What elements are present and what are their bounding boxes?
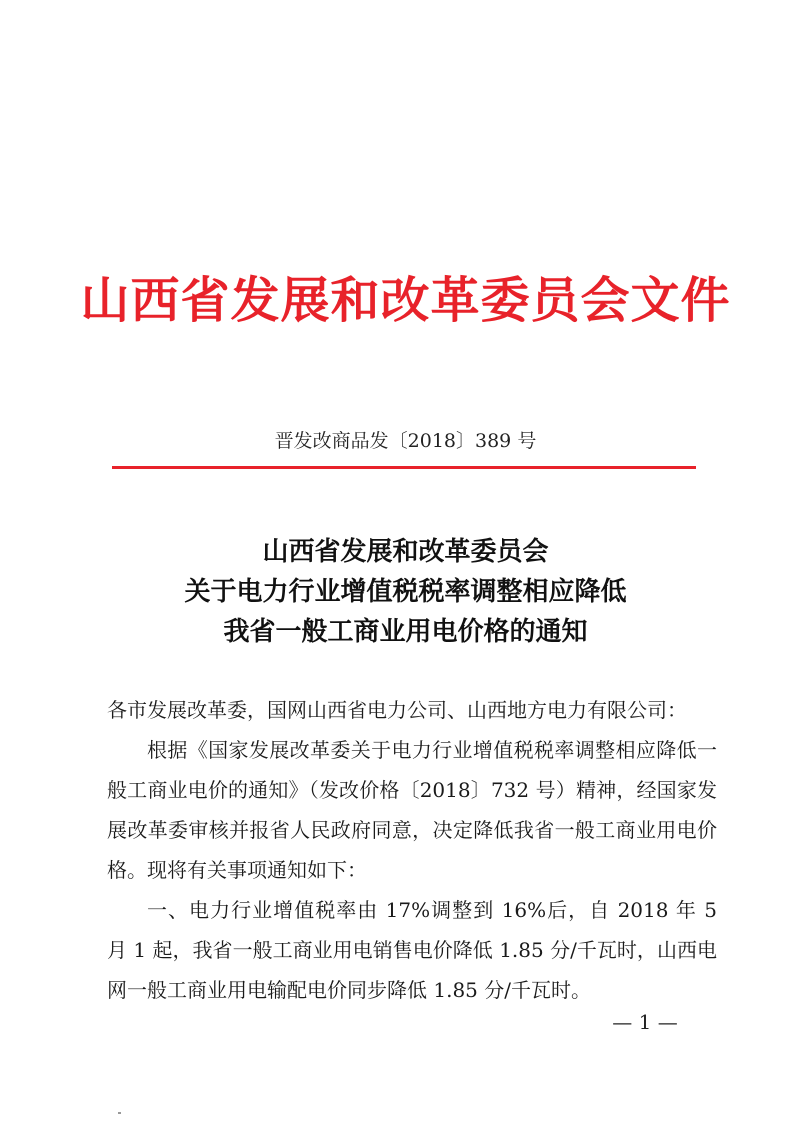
page-number: — 1 — xyxy=(612,1010,678,1034)
scan-speck xyxy=(118,1112,121,1114)
notice-title xyxy=(60,532,751,652)
red-separator-line xyxy=(112,466,696,469)
issuing-organization-title: 山西省发展和改革委员会文件 xyxy=(80,271,731,329)
body-paragraph-1: 根据《国家发展改革委关于电力行业增值税税率调整相应降低一般工商业电价的通知》（发改价格〔2018〕732 号）精神，经国家发展改革委审核并报省人民政府同意，决定降低我省一般工商业用电价格。现将有关事项通知如下： xyxy=(107,738,717,882)
notice-title-line-3: 我省一般工商业用电价格的通知 xyxy=(223,617,588,647)
notice-title-line-1: 山西省发展和改革委员会 xyxy=(262,537,549,567)
notice-title-line-2: 关于电力行业增值税税率调整相应降低 xyxy=(184,577,627,607)
document-number: 晋发改商品发〔2018〕389 号 xyxy=(274,430,537,452)
body-paragraph-2: 一、电力行业增值税率由 17%调整到 16%后，自 2018 年 5 月 1 起，我省一般工商业用电销售电价降低 1.85 分/千瓦时，山西电网一般工商业用电输配电价同步降低 1.85 分/千瓦时。 xyxy=(107,898,717,1002)
addressee-line: 各市发展改革委，国网山西省电力公司、山西地方电力有限公司： xyxy=(107,698,687,722)
notice-body xyxy=(107,690,717,1010)
